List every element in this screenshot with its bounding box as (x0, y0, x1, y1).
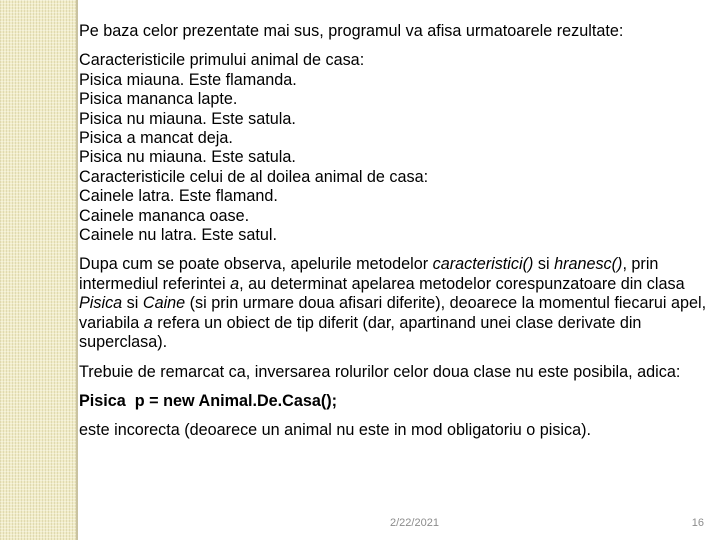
page-number: 16 (691, 517, 704, 529)
explanation-paragraph (79, 255, 709, 352)
program-output (79, 51, 709, 245)
conclusion-paragraph: este incorecta (deoarece un animal nu este in mod obligatoriu o pisica). (79, 421, 591, 440)
output-line: Cainele nu latra. Este satul. (79, 226, 277, 245)
variable-name: a (230, 274, 240, 293)
output-line: Pisica nu miauna. Este satula. (79, 109, 296, 128)
slide-content (79, 22, 709, 441)
code-line (79, 392, 709, 411)
method-name: caracteristici() (432, 255, 534, 274)
method-name: hranesc() (554, 255, 623, 274)
footer-date: 2/22/2021 (390, 517, 439, 529)
output-line: Pisica miauna. Este flamanda. (79, 70, 297, 89)
text-run: Dupa cum se poate observa, apelurile metodelor (79, 255, 433, 274)
text-run: (si prin urmare doua afisari diferite), deoarece la momentul fiecarui apel, variabila (79, 294, 707, 332)
output-line: Caracteristicile primului animal de casa: (79, 51, 365, 70)
output-line: Cainele mananca oase. (79, 206, 250, 225)
text-run: , prin intermediul referintei (79, 255, 659, 293)
intro-text: Pe baza celor prezentate mai sus, programul va afisa urmatoarele rezultate: (79, 22, 624, 40)
variable-name: a (143, 313, 153, 332)
class-name: Pisica (79, 294, 123, 313)
remark-paragraph: Trebuie de remarcat ca, inversarea rolurilor celor doua clase nu este posibila, adica: (79, 362, 681, 381)
output-line: Pisica nu miauna. Este satula. (79, 148, 296, 167)
output-line: Cainele latra. Este flamand. (79, 187, 278, 206)
class-name: Caine (142, 294, 186, 313)
text-run: , au determinat apelarea metodelor corespunzatoare din clasa (239, 274, 685, 293)
text-run: si (122, 294, 143, 313)
text-run: si (533, 255, 555, 274)
output-line: Caracteristicile celui de al doilea animal de casa: (79, 167, 429, 186)
code-statement: Pisica p = new Animal.De.Casa(); (79, 391, 338, 410)
output-line: Pisica a mancat deja. (79, 129, 233, 148)
decorative-sidebar (0, 0, 78, 540)
output-line: Pisica mananca lapte. (79, 90, 238, 109)
text-run: refera un obiect de tip diferit (dar, apartinand unei clase derivate din superclasa). (79, 313, 642, 352)
